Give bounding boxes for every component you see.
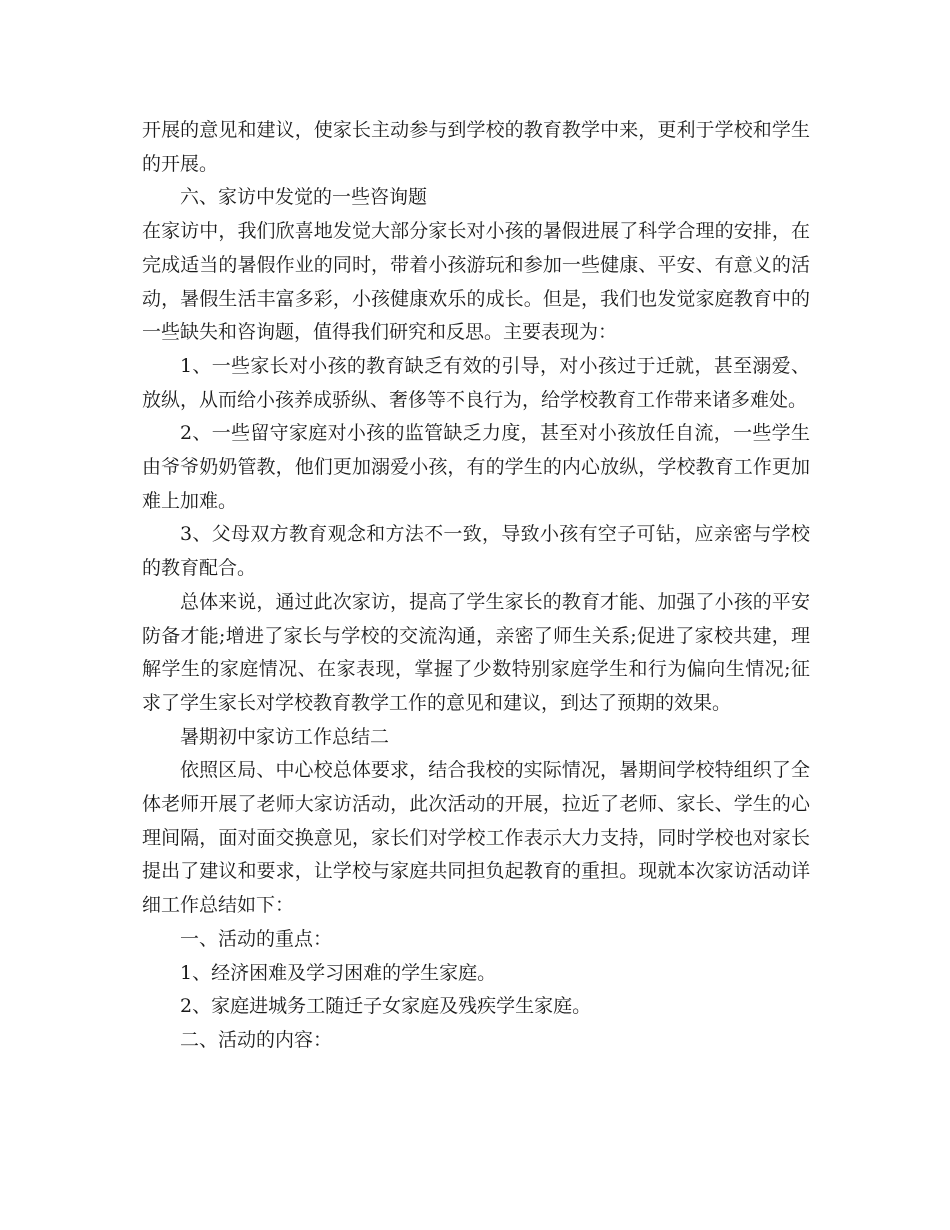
list-item: 2、家庭进城务工随迁子女家庭及残疾学生家庭。: [180, 995, 592, 1018]
paragraph: 总体来说，通过此次家访，提高了学生家长的教育才能、加强了小孩的平安防备才能;增进了家长与学校的交流沟通，亲密了师生关系;促进了家校共建，理解学生的家庭情况、在家表现，掌握了少数特别家庭学生和行为偏向生情况;征求了学生家长对学校教育教学工作的意见和建议，到达了预期的效果。: [142, 590, 810, 714]
section-heading: 二、活动的内容：: [180, 1028, 333, 1051]
section-heading: 一、活动的重点：: [180, 927, 333, 950]
section-heading: 六、家访中发觉的一些咨询题: [180, 186, 428, 209]
paragraph: 开展的意见和建议，使家长主动参与到学校的教育教学中来，更利于学校和学生的开展。: [142, 119, 810, 175]
list-item: 1、经济困难及学习困难的学生家庭。: [180, 961, 497, 984]
paragraph: 在家访中，我们欣喜地发觉大部分家长对小孩的暑假进展了科学合理的安排，在完成适当的暑假作业的同时，带着小孩游玩和参加一些健康、平安、有意义的活动，暑假生活丰富多彩，小孩健康欢乐的成长。但是，我们也发觉家庭教育中的一些缺失和咨询题，值得我们研究和反思。主要表现为：: [142, 220, 810, 344]
document-subtitle: 暑期初中家访工作总结二: [180, 725, 390, 748]
list-item: 3、父母双方教育观念和方法不一致，导致小孩有空子可钻，应亲密与学校的教育配合。: [142, 523, 810, 580]
paragraph: 依照区局、中心校总体要求，结合我校的实际情况，暑期间学校特组织了全体老师开展了老师大家访活动，此次活动的开展，拉近了老师、家长、学生的心理间隔，面对面交换意见，家长们对学校工作表示大力支持，同时学校也对家长提出了建议和要求，让学校与家庭共同担负起教育的重担。现就本次家访活动详细工作总结如下：: [142, 759, 810, 917]
document-body: [142, 114, 810, 1058]
list-item: 2、一些留守家庭对小孩的监管缺乏力度，甚至对小孩放任自流，一些学生由爷爷奶奶管教，他们更加溺爱小孩，有的学生的内心放纵，学校教育工作更加难上加难。: [142, 422, 810, 512]
list-item: 1、一些家长对小孩的教育缺乏有效的引导，对小孩过于迁就，甚至溺爱、放纵，从而给小孩养成骄纵、奢侈等不良行为，给学校教育工作带来诸多难处。: [142, 354, 810, 411]
